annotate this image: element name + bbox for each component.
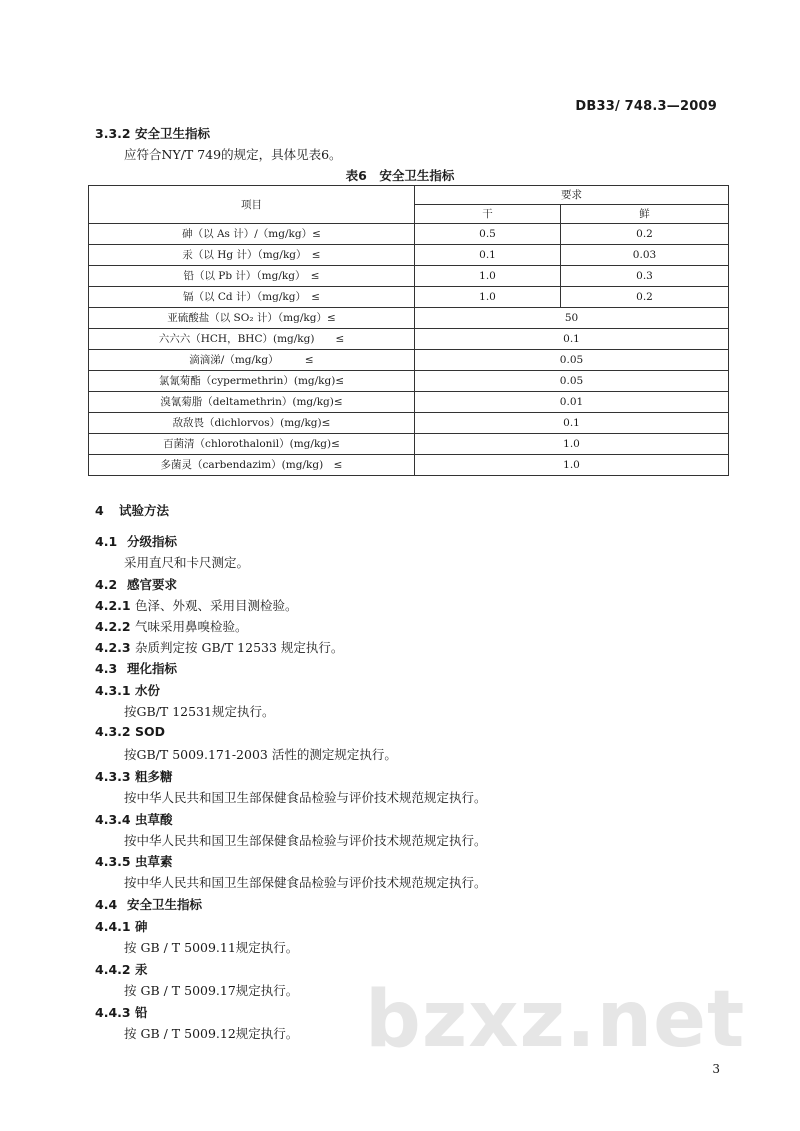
section-number: 4.2.2: [95, 619, 131, 634]
body-text: 按GB/T 5009.171-2003 活性的测定规定执行。: [124, 747, 397, 762]
cell-item: 氯氰菊酯（cypermethrin）(mg/kg)≤: [89, 371, 415, 392]
section-number: 4.4.1: [95, 919, 131, 934]
watermark: bzxz.net: [365, 975, 746, 1065]
section-heading: [95, 724, 165, 739]
cell-item: 敌敌畏（dichlorvos）(mg/kg)≤: [89, 413, 415, 434]
cell-dry: 1.0: [415, 287, 561, 308]
section-title: 水份: [135, 683, 161, 698]
table-row: [89, 287, 729, 308]
section-title: 汞: [135, 962, 148, 977]
cell-value: 1.0: [415, 434, 729, 455]
page-number: 3: [712, 1062, 720, 1076]
cell-value: 0.05: [415, 371, 729, 392]
cell-dry: 0.1: [415, 245, 561, 266]
body-text: 按 GB / T 5009.17规定执行。: [124, 983, 299, 998]
header-dry: 干: [415, 205, 561, 224]
cell-value: 0.01: [415, 392, 729, 413]
section-number: 4: [95, 503, 104, 518]
section-heading: [95, 575, 177, 593]
section-heading: [95, 1003, 148, 1021]
section-number: 4.3.2: [95, 724, 131, 739]
section-number: 3.3.2: [95, 126, 131, 141]
table-row: [89, 224, 729, 245]
section-title: SOD: [135, 724, 166, 739]
table-row: [89, 455, 729, 476]
body-text: 气味采用鼻嗅检验。: [135, 619, 248, 634]
document-code: DB33/ 748.3—2009: [575, 99, 717, 114]
section-number: 4.3.5: [95, 854, 131, 869]
cell-fresh: 0.2: [561, 287, 729, 308]
section-number: 4.2.3: [95, 640, 131, 655]
body-text: 按 GB / T 5009.12规定执行。: [124, 1026, 299, 1041]
table-row: [89, 350, 729, 371]
table-row: [89, 308, 729, 329]
cell-item: 砷（以 As 计）/（mg/kg）≤: [89, 224, 415, 245]
section-title: 虫草酸: [135, 812, 173, 827]
section-heading: [95, 659, 177, 677]
section-number: 4.3.4: [95, 812, 131, 827]
table-row: [89, 266, 729, 287]
section-number: 4.4.2: [95, 962, 131, 977]
section-heading: [95, 810, 173, 828]
section-title: 粗多糖: [135, 769, 173, 784]
section-number: 4.3.3: [95, 769, 131, 784]
cell-value: 0.1: [415, 413, 729, 434]
body-text: 杂质判定按 GB/T 12533 规定执行。: [135, 640, 344, 655]
cell-value: 0.1: [415, 329, 729, 350]
table-header-row: [89, 186, 729, 205]
section-heading: [95, 852, 173, 870]
subclause: [95, 617, 248, 635]
cell-value: 1.0: [415, 455, 729, 476]
cell-item: 六六六（HCH，BHC）(mg/kg) ≤: [89, 329, 415, 350]
header-fresh: 鲜: [561, 205, 729, 224]
body-text: 按 GB / T 5009.11规定执行。: [124, 940, 299, 955]
body-text: 按GB/T 12531规定执行。: [124, 704, 275, 719]
body-text: 应符合NY/T 749的规定，具体见表6。: [124, 147, 342, 162]
table-row: [89, 329, 729, 350]
cell-item: 溴氰菊脂（deltamethrin）(mg/kg)≤: [89, 392, 415, 413]
cell-item: 百菌清（chlorothalonil）(mg/kg)≤: [89, 434, 415, 455]
section-heading: [95, 501, 169, 519]
section-heading: [95, 124, 210, 142]
header-item: 项目: [89, 186, 415, 224]
section-number: 4.2.1: [95, 598, 131, 613]
section-heading: [95, 532, 177, 550]
section-number: 4.4.3: [95, 1005, 131, 1020]
cell-fresh: 0.03: [561, 245, 729, 266]
subclause: [95, 638, 343, 656]
cell-item: 多菌灵（carbendazim）(mg/kg) ≤: [89, 455, 415, 476]
body-text: 色泽、外观、采用目测检验。: [135, 598, 298, 613]
section-number: 4.1: [95, 534, 118, 549]
cell-item: 滴滴涕/（mg/kg） ≤: [89, 350, 415, 371]
section-heading: [95, 960, 148, 978]
section-title: 安全卫生指标: [135, 126, 211, 141]
section-title: 安全卫生指标: [127, 897, 203, 912]
section-heading: [95, 767, 173, 785]
section-number: 4.2: [95, 577, 118, 592]
section-heading: [95, 917, 148, 935]
body-text: 按中华人民共和国卫生部保健食品检验与评价技术规范规定执行。: [124, 790, 487, 805]
cell-dry: 1.0: [415, 266, 561, 287]
section-number: 4.3.1: [95, 683, 131, 698]
body-text: 按中华人民共和国卫生部保健食品检验与评价技术规范规定执行。: [124, 875, 487, 890]
subclause: [95, 596, 298, 614]
section-title: 感官要求: [127, 577, 178, 592]
cell-value: 50: [415, 308, 729, 329]
body-text: 采用直尺和卡尺测定。: [124, 555, 250, 570]
header-requirement: 要求: [415, 186, 729, 205]
section-title: 试验方法: [119, 503, 170, 518]
table-row: [89, 245, 729, 266]
cell-item: 铅（以 Pb 计）（mg/kg） ≤: [89, 266, 415, 287]
section-title: 虫草素: [135, 854, 173, 869]
table-row: [89, 371, 729, 392]
cell-item: 镉（以 Cd 计）（mg/kg） ≤: [89, 287, 415, 308]
safety-table: [88, 185, 729, 476]
table-caption: 表6 安全卫生指标: [345, 168, 455, 183]
section-title: 砷: [135, 919, 148, 934]
section-heading: [95, 681, 160, 699]
table-row: [89, 413, 729, 434]
table-row: [89, 392, 729, 413]
body-text: 按中华人民共和国卫生部保健食品检验与评价技术规范规定执行。: [124, 833, 487, 848]
cell-fresh: 0.3: [561, 266, 729, 287]
section-number: 4.3: [95, 661, 118, 676]
cell-dry: 0.5: [415, 224, 561, 245]
section-title: 铅: [135, 1005, 148, 1020]
section-title: 分级指标: [127, 534, 178, 549]
cell-value: 0.05: [415, 350, 729, 371]
cell-item: 汞（以 Hg 计）（mg/kg） ≤: [89, 245, 415, 266]
section-title: 理化指标: [127, 661, 178, 676]
section-number: 4.4: [95, 897, 118, 912]
cell-fresh: 0.2: [561, 224, 729, 245]
table-row: [89, 434, 729, 455]
cell-item: 亚硫酸盐（以 SO₂ 计）（mg/kg）≤: [89, 308, 415, 329]
section-heading: [95, 895, 202, 913]
